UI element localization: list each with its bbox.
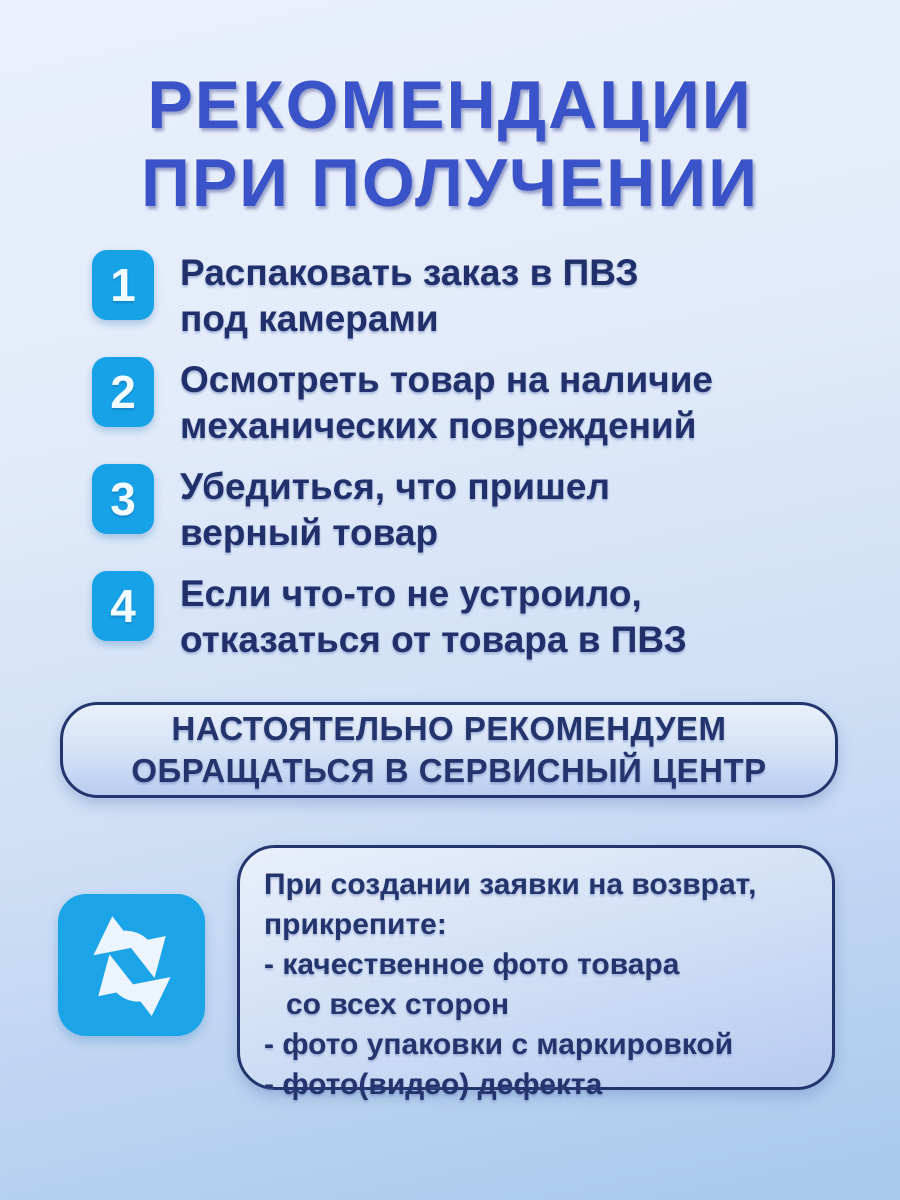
step-3-number-badge: 3 bbox=[92, 464, 154, 534]
step-1-line2: под камерами bbox=[180, 298, 439, 339]
service-center-banner-line2: ОБРАЩАТЬСЯ В СЕРВИСНЫЙ ЦЕНТР bbox=[131, 752, 767, 789]
step-1-line1: Распаковать заказ в ПВЗ bbox=[180, 252, 639, 293]
step-2-line2: механических повреждений bbox=[180, 405, 697, 446]
page-title bbox=[0, 66, 900, 222]
step-3-line1: Убедиться, что пришел bbox=[180, 466, 610, 507]
step-3-line2: верный товар bbox=[180, 512, 439, 553]
step-row-2 bbox=[92, 357, 852, 449]
service-center-banner-line1: НАСТОЯТЕЛЬНО РЕКОМЕНДУЕМ bbox=[171, 710, 727, 747]
step-4-text bbox=[180, 571, 687, 663]
step-4-line1: Если что-то не устроило, bbox=[180, 573, 642, 614]
return-note-line: - фото упаковки с маркировкой bbox=[264, 1028, 734, 1061]
step-2-line1: Осмотреть товар на наличие bbox=[180, 359, 714, 400]
step-1-text bbox=[180, 250, 639, 342]
return-exchange-icon bbox=[58, 894, 205, 1036]
return-note-line: прикрепите: bbox=[264, 908, 447, 941]
return-note-line: - качественное фото товара bbox=[264, 948, 680, 981]
page-title-line1: РЕКОМЕНДАЦИИ bbox=[147, 67, 753, 143]
steps-list bbox=[92, 250, 852, 678]
return-note-line: При создании заявки на возврат, bbox=[264, 868, 757, 901]
return-note-line: со всех сторон bbox=[286, 988, 510, 1021]
return-note-box bbox=[237, 845, 835, 1101]
service-center-banner bbox=[60, 702, 838, 798]
step-row-4 bbox=[92, 571, 852, 663]
step-4-line2: отказаться от товара в ПВЗ bbox=[180, 619, 687, 660]
step-row-1 bbox=[92, 250, 852, 342]
step-2-number-badge: 2 bbox=[92, 357, 154, 427]
step-1-number-badge: 1 bbox=[92, 250, 154, 320]
page-title-line2: ПРИ ПОЛУЧЕНИИ bbox=[140, 145, 760, 221]
step-4-number-badge: 4 bbox=[92, 571, 154, 641]
return-note-line: - фото(видео) дефекта bbox=[264, 1068, 603, 1101]
step-2-text bbox=[180, 357, 713, 449]
step-row-3 bbox=[92, 464, 852, 556]
step-3-text bbox=[180, 464, 610, 556]
